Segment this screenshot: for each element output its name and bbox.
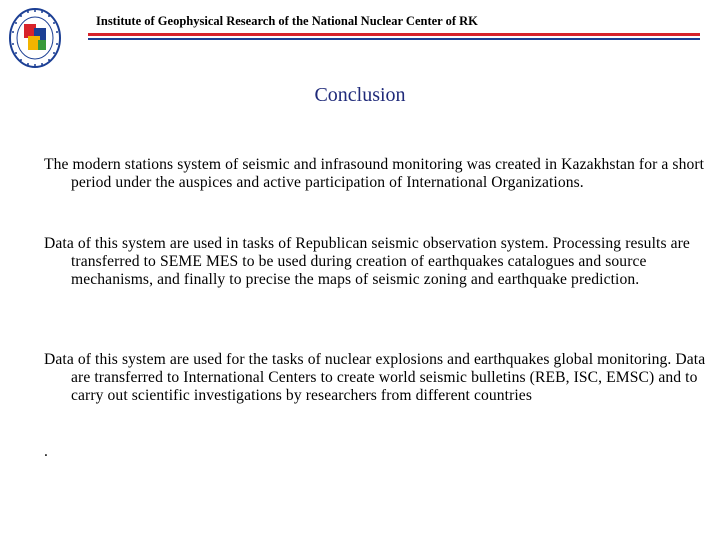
- slide-title: Conclusion: [314, 84, 406, 106]
- institute-header: Institute of Geophysical Research of the National Nuclear Center of RK: [96, 14, 478, 28]
- paragraph-global-monitoring: Data of this system are used for the tasks of nuclear explosions and earthquakes global monitoring. Data are transferred to International Centers to create world seismic bulletins (REB, ISC, EMSC) and to carry out scientific investigations by researchers from different countries: [44, 351, 706, 404]
- institute-logo-icon: [8, 6, 62, 70]
- paragraph-republican-system: Data of this system are used in tasks of Republican seismic observation system. Processing results are transferred to SEME MES to be used during creation of earthquakes catalogues and source mechanisms, and finally to precise the maps of seismic zoning and earthquake prediction.: [44, 235, 690, 288]
- header-rule-red: [88, 33, 700, 36]
- paragraph-period: .: [44, 443, 48, 460]
- paragraph-stations-system: The modern stations system of seismic and infrasound monitoring was created in Kazakhstan for a short period under the auspices and active participation of International Organizations.: [44, 156, 705, 191]
- header-rule-blue: [88, 38, 700, 40]
